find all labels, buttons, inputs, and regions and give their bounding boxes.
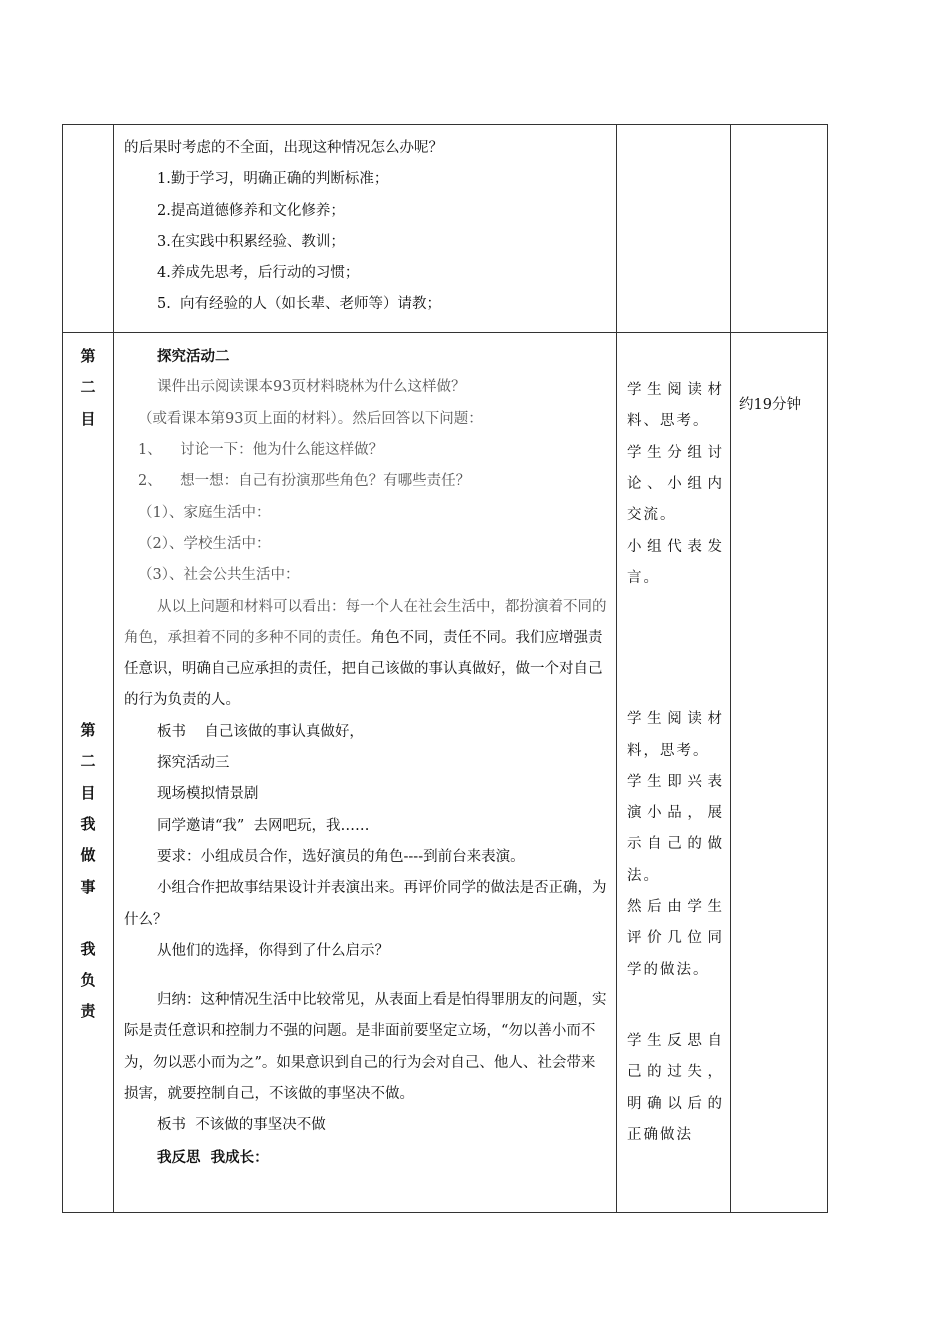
summary-paragraph: 从以上问题和材料可以看出：每一个人在社会生活中，都扮演着不同的角色，承担着不同的多种不同的责任。角色不同，责任不同。我们应增强责任意识，明确自己应承担的责任，把自己该做的事认真做好，做一个对自己的行为负责的人。 (124, 598, 607, 709)
time-value: 约19分钟 (739, 397, 801, 414)
student-note: 学生反思自己的过失，明确以后的正确做法 (627, 1032, 724, 1143)
section-label-bottom: 第 二 目 我 做 事 我 负 责 (80, 721, 96, 1021)
text-line: 3.在实践中积累经验、教训； (157, 233, 345, 250)
board-note-1: 板书 自己该做的事认真做好， (157, 723, 364, 740)
student-note: 小组代表发言。 (627, 538, 724, 586)
text-line: 1、 讨论一下：他为什么能这样做？ (138, 442, 384, 459)
text-line: 2、 想一想：自己有扮演那些角色？有哪些责任？ (138, 473, 471, 490)
time-cell-empty (731, 125, 828, 333)
text-line: 同学邀请“我” 去网吧玩，我…… (157, 817, 370, 834)
table-row (63, 333, 828, 1213)
table-row (63, 125, 828, 333)
student-note: 学生阅读材料、思考。 (627, 382, 724, 430)
student-cell-empty (617, 125, 731, 333)
text-line: （3）、社会公共生活中： (138, 567, 300, 584)
text-line: 课件出示阅读课本93页材料晓林为什么这样做？ (157, 379, 466, 396)
activity3-subtitle: 现场模拟情景剧 (157, 786, 259, 803)
student-activity-cell (617, 333, 731, 1213)
reflect-title: 我反思 我成长： (157, 1148, 269, 1166)
activity3-title: 探究活动三 (157, 755, 230, 772)
board-note-2: 板书 不该做的事坚决不做 (157, 1117, 326, 1134)
student-note: 学生即兴表演小品，展示自己的做法。 (627, 773, 724, 884)
content-cell-row2 (114, 333, 617, 1213)
text-line: 1.勤于学习，明确正确的判断标准； (157, 171, 389, 188)
conclusion-paragraph: 归纳：这种情况生活中比较常见，从表面上看是怕得罪朋友的问题，实际是责任意识和控制力不强的问题。是非面前要坚定立场，“勿以善小而不为，勿以恶小而为之”。如果意识到自己的行为会对自己、他人、社会带来损害，就要控制自己，不该做的事坚决不做。 (124, 992, 607, 1103)
student-note: 学生分组讨论、小组内交流。 (627, 444, 724, 524)
text-line: （2）、学校生活中： (138, 535, 271, 552)
text-line: （1）、家庭生活中： (138, 504, 271, 521)
text-line: （或看课本第93页上面的材料）。然后回答以下问题： (138, 410, 483, 427)
lesson-plan-table (62, 124, 828, 1213)
label-cell-empty (63, 125, 114, 333)
time-cell (731, 333, 828, 1213)
text-line: 4.养成先思考，后行动的习惯； (157, 265, 360, 282)
content-cell-row1 (114, 125, 617, 333)
text-line: 从他们的选择，你得到了什么启示？ (157, 942, 389, 959)
student-note: 学生阅读材料，思考。 (627, 711, 724, 759)
text-line: 小组合作把故事结果设计并表演出来。再评价同学的做法是否正确，为什么？ (124, 880, 607, 928)
activity2-title: 探究活动二 (157, 348, 230, 366)
student-note: 然后由学生评价几位同学的做法。 (627, 899, 724, 978)
text-line: 2.提高道德修养和文化修养； (157, 202, 345, 219)
text-line: 要求：小组成员合作，选好演员的角色----到前台来表演。 (157, 848, 525, 865)
label-cell (63, 333, 114, 1213)
section-label-top: 第 二 目 (80, 347, 96, 428)
text-line: 的后果时考虑的不全面，出现这种情况怎么办呢？ (124, 140, 443, 156)
text-line: 5. 向有经验的人（如长辈、老师等）请教； (157, 296, 442, 313)
